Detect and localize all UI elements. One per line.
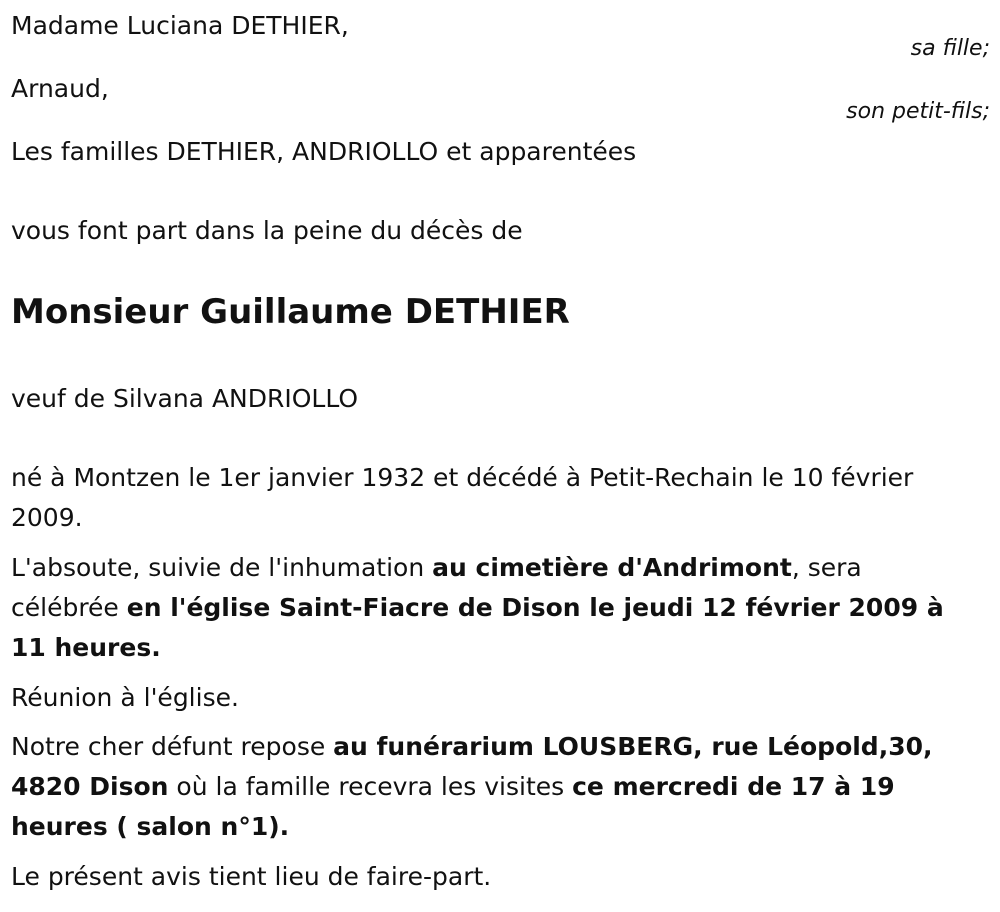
closing-text: Le présent avis tient lieu de faire-part. bbox=[11, 862, 492, 891]
repose-text: où la famille recevra les visites bbox=[168, 772, 573, 801]
ceremony-text: L'absoute, suivie de l'inhumation bbox=[11, 553, 433, 582]
ceremony-text: , sera célébrée bbox=[11, 553, 862, 622]
visiting-hours: ce mercredi de 17 à 19 heures ( salon n°1). bbox=[11, 772, 895, 841]
family-member-name: Les familles DETHIER, ANDRIOLLO et apparentées bbox=[11, 137, 637, 166]
family-member-name: Madame Luciana DETHIER, bbox=[11, 11, 349, 40]
ceremony-paragraph bbox=[11, 548, 971, 668]
family-member-role: son petit-fils; bbox=[846, 99, 990, 124]
ceremony-church-date: en l'église Saint-Fiacre de Dison le jeudi 12 février 2009 à 11 heures. bbox=[11, 593, 944, 662]
spouse-text: veuf de Silvana ANDRIOLLO bbox=[11, 384, 359, 413]
family-member-name: Arnaud, bbox=[11, 74, 109, 103]
funeral-home-address: au funérarium LOUSBERG, rue Léopold,30, 4820 Dison bbox=[11, 732, 933, 801]
intro-text: vous font part dans la peine du décès de bbox=[11, 216, 523, 245]
ceremony-place: au cimetière d'Andrimont bbox=[432, 553, 792, 582]
deceased-name: Monsieur Guillaume DETHIER bbox=[11, 292, 570, 332]
birth-death-text: né à Montzen le 1er janvier 1932 et décédé à Petit-Rechain le 10 février 2009. bbox=[11, 463, 914, 532]
reunion-text: Réunion à l'église. bbox=[11, 683, 239, 712]
repose-paragraph bbox=[11, 727, 971, 847]
repose-text: Notre cher défunt repose bbox=[11, 732, 334, 761]
family-member-role: sa fille; bbox=[910, 36, 990, 61]
